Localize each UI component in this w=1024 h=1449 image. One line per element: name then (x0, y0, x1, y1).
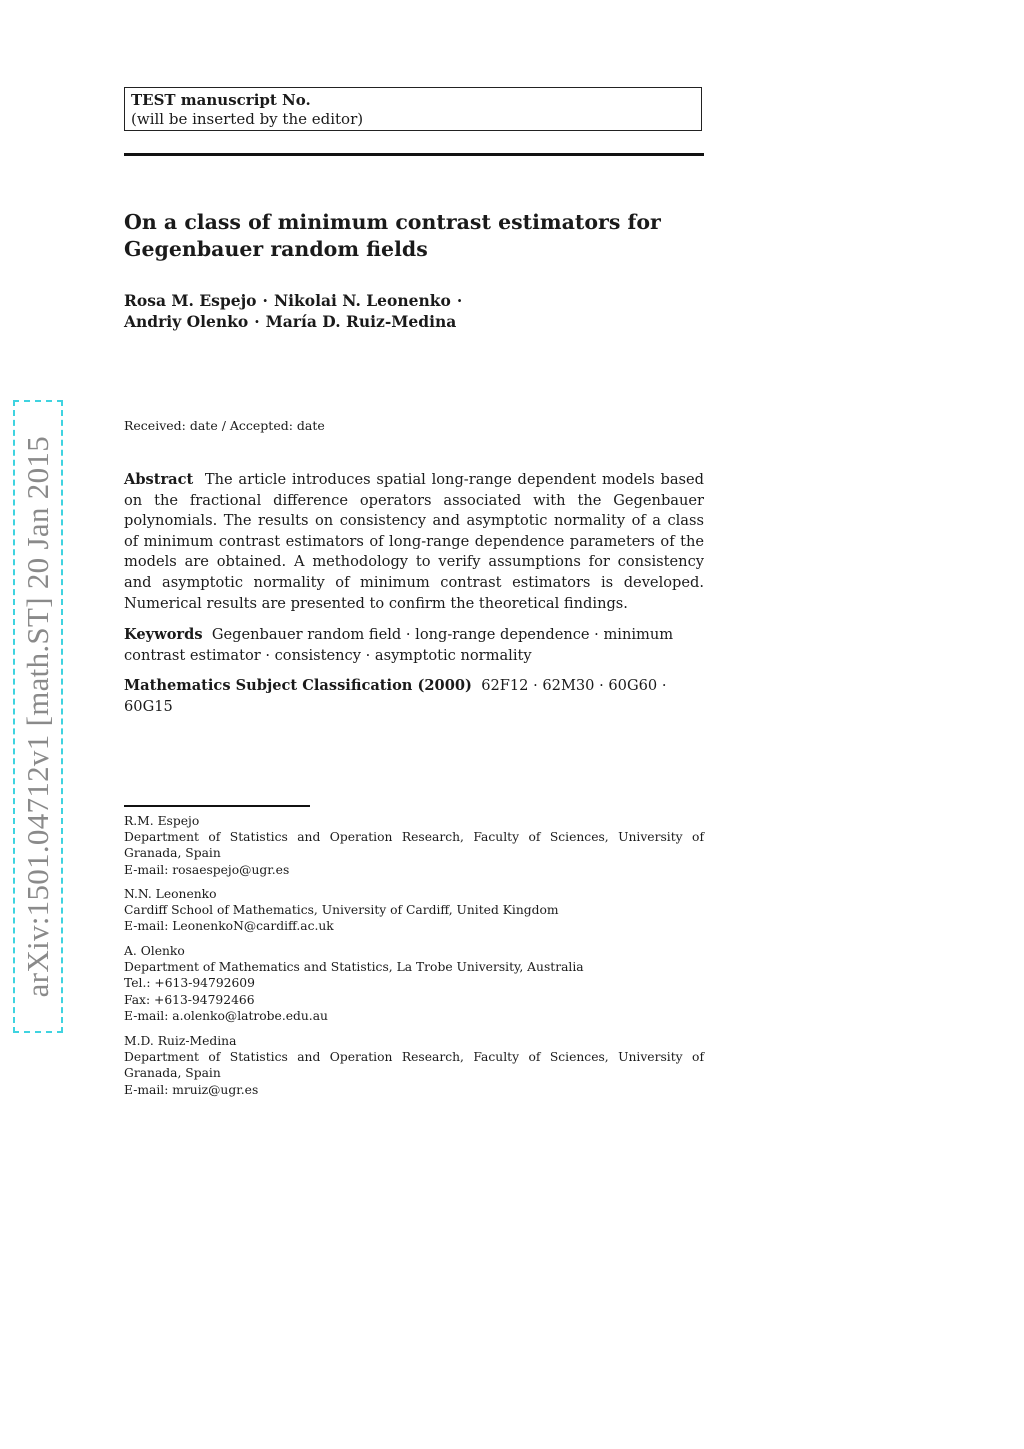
msc-label: Mathematics Subject Classification (2000) (124, 677, 472, 694)
keywords-text: Gegenbauer random field · long-range dependence · minimum contrast estimator · consistency · asymptotic normality (124, 626, 674, 664)
abstract-label: Abstract (124, 471, 194, 488)
affiliation-espejo (124, 813, 704, 878)
footnote-rule (124, 805, 310, 807)
affiliation-email: E-mail: mruiz@ugr.es (124, 1082, 259, 1097)
affiliation-department: Department of Mathematics and Statistics, La Trobe University, Australia (124, 960, 584, 975)
author-espejo: Rosa M. Espejo (124, 291, 257, 310)
keywords (124, 625, 694, 666)
affiliation-name: R.M. Espejo (124, 814, 200, 828)
author-ruiz-medina: María D. Ruiz-Medina (265, 312, 457, 331)
affiliation-name: N.N. Leonenko (124, 887, 217, 901)
affiliation-tel: Tel.: +613-94792609 (124, 976, 255, 991)
author-leonenko: Nikolai N. Leonenko (273, 291, 451, 310)
msc-codes: 62F12 · 62M30 · 60G60 · 60G15 (124, 677, 667, 715)
affiliation-department: Department of Statistics and Operation Research, Faculty of Sciences, University of Granada, Spain (124, 1050, 704, 1081)
affiliation-department: Department of Statistics and Operation Research, Faculty of Sciences, University of Granada, Spain (124, 830, 704, 861)
msc-classification (124, 676, 694, 717)
affiliation-name: A. Olenko (124, 944, 185, 958)
affiliation-leonenko (124, 886, 704, 935)
affiliation-ruiz-medina (124, 1033, 704, 1098)
manuscript-label: TEST manuscript No. (131, 91, 311, 109)
author-list (124, 290, 704, 332)
abstract-text: The article introduces spatial long-range dependent models based on the fractional difference operators associated with the Gegenbauer polynomials. The results on consistency and asymptotic normality of a class of minimum contrast estimators of long-range dependence parameters of the models are obtained. A methodology to verify assumptions for consistency and asymptotic normality of minimum contrast estimators is developed. Numerical results are presented to confirm the theoretical findings. (124, 471, 704, 612)
author-olenko: Andriy Olenko (124, 312, 249, 331)
affiliation-email: E-mail: a.olenko@latrobe.edu.au (124, 1008, 328, 1023)
paper-title (124, 209, 704, 263)
affiliation-email: E-mail: LeonenkoN@cardiff.ac.uk (124, 919, 334, 934)
affiliation-email: E-mail: rosaespejo@ugr.es (124, 862, 290, 877)
affiliation-department: Cardiff School of Mathematics, University of Cardiff, United Kingdom (124, 903, 559, 918)
arxiv-sidebar-stamp (13, 400, 63, 1033)
title-line-1: On a class of minimum contrast estimators for (124, 210, 661, 234)
editor-placeholder-box (124, 87, 702, 131)
header-rule (124, 153, 704, 156)
abstract (124, 470, 704, 614)
title-line-2: Gegenbauer random fields (124, 237, 428, 261)
affiliation-name: M.D. Ruiz-Medina (124, 1034, 237, 1048)
arxiv-identifier: arXiv:1501.04712v1 [math.ST] 20 Jan 2015 (20, 435, 55, 998)
author-separator: · (456, 291, 463, 310)
affiliation-fax: Fax: +613-94792466 (124, 992, 255, 1007)
author-separator: · (254, 312, 260, 331)
editor-note: (will be inserted by the editor) (131, 110, 364, 128)
keywords-label: Keywords (124, 626, 203, 643)
received-accepted-line: Received: date / Accepted: date (124, 418, 325, 433)
author-separator: · (262, 291, 268, 310)
affiliation-olenko (124, 943, 704, 1024)
